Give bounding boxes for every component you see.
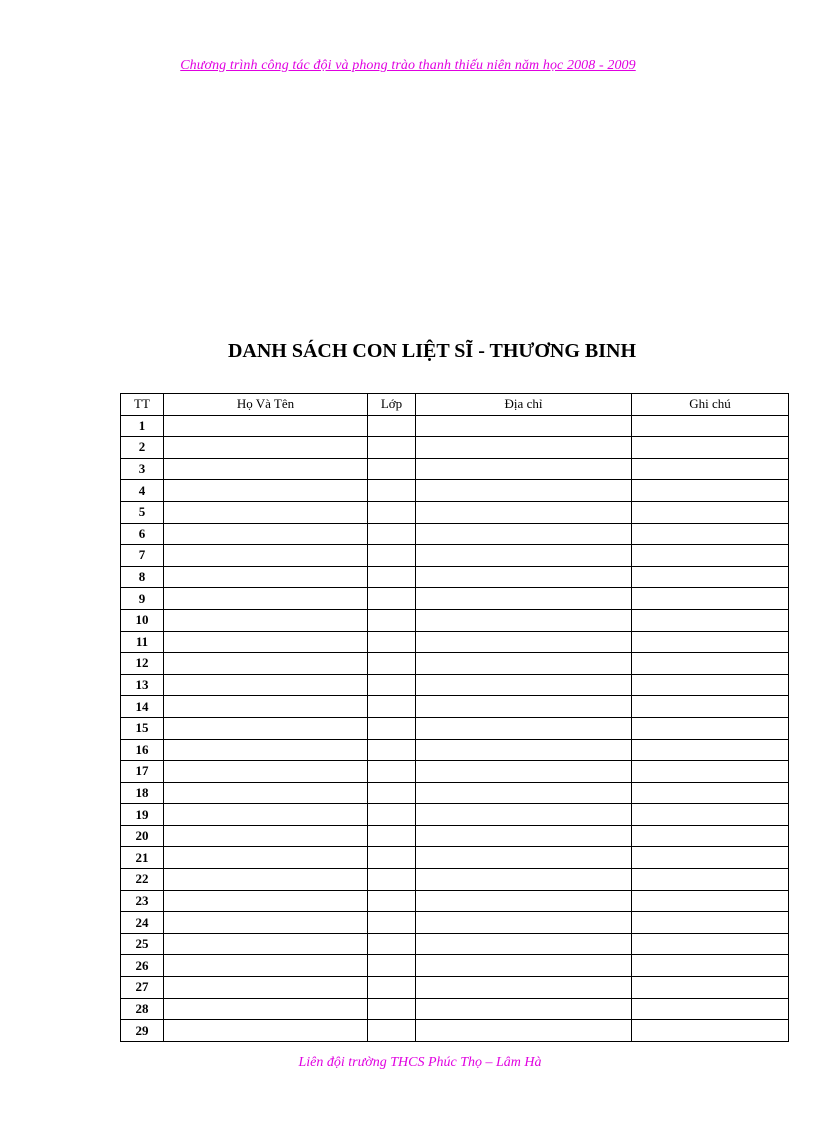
row-number: 29 <box>121 1020 164 1042</box>
address-cell <box>416 717 632 739</box>
class-cell <box>368 739 416 761</box>
address-cell <box>416 437 632 459</box>
column-header-class: Lớp <box>368 394 416 416</box>
name-cell <box>164 696 368 718</box>
address-cell <box>416 480 632 502</box>
note-cell <box>632 545 789 567</box>
table-row <box>121 523 789 545</box>
table-row <box>121 761 789 783</box>
note-cell <box>632 480 789 502</box>
class-cell <box>368 437 416 459</box>
address-cell <box>416 566 632 588</box>
name-cell <box>164 523 368 545</box>
address-cell <box>416 890 632 912</box>
table-row <box>121 998 789 1020</box>
row-number: 28 <box>121 998 164 1020</box>
name-cell <box>164 1020 368 1042</box>
table-row <box>121 696 789 718</box>
address-cell <box>416 739 632 761</box>
table-row <box>121 458 789 480</box>
class-cell <box>368 869 416 891</box>
name-cell <box>164 977 368 999</box>
class-cell <box>368 545 416 567</box>
name-cell <box>164 869 368 891</box>
name-cell <box>164 955 368 977</box>
row-number: 4 <box>121 480 164 502</box>
row-number: 21 <box>121 847 164 869</box>
address-cell <box>416 912 632 934</box>
row-number: 15 <box>121 717 164 739</box>
note-cell <box>632 912 789 934</box>
note-cell <box>632 566 789 588</box>
address-cell <box>416 653 632 675</box>
note-cell <box>632 977 789 999</box>
note-cell <box>632 609 789 631</box>
table-row <box>121 869 789 891</box>
name-cell <box>164 458 368 480</box>
table-row <box>121 912 789 934</box>
note-cell <box>632 869 789 891</box>
note-cell <box>632 847 789 869</box>
roster-table <box>120 393 789 1042</box>
name-cell <box>164 653 368 675</box>
class-cell <box>368 998 416 1020</box>
name-cell <box>164 847 368 869</box>
row-number: 10 <box>121 609 164 631</box>
class-cell <box>368 977 416 999</box>
row-number: 1 <box>121 415 164 437</box>
table-row <box>121 631 789 653</box>
address-cell <box>416 761 632 783</box>
note-cell <box>632 588 789 610</box>
name-cell <box>164 415 368 437</box>
address-cell <box>416 1020 632 1042</box>
class-cell <box>368 782 416 804</box>
row-number: 20 <box>121 825 164 847</box>
class-cell <box>368 890 416 912</box>
row-number: 5 <box>121 501 164 523</box>
row-number: 14 <box>121 696 164 718</box>
name-cell <box>164 566 368 588</box>
address-cell <box>416 998 632 1020</box>
table-row <box>121 588 789 610</box>
name-cell <box>164 674 368 696</box>
table-row <box>121 825 789 847</box>
note-cell <box>632 437 789 459</box>
note-cell <box>632 501 789 523</box>
name-cell <box>164 804 368 826</box>
class-cell <box>368 1020 416 1042</box>
note-cell <box>632 415 789 437</box>
row-number: 18 <box>121 782 164 804</box>
table-row <box>121 1020 789 1042</box>
row-number: 13 <box>121 674 164 696</box>
address-cell <box>416 415 632 437</box>
name-cell <box>164 631 368 653</box>
name-cell <box>164 998 368 1020</box>
table-header-row <box>121 394 789 416</box>
row-number: 11 <box>121 631 164 653</box>
name-cell <box>164 480 368 502</box>
name-cell <box>164 588 368 610</box>
row-number: 6 <box>121 523 164 545</box>
name-cell <box>164 825 368 847</box>
table-row <box>121 653 789 675</box>
table-row <box>121 609 789 631</box>
name-cell <box>164 437 368 459</box>
row-number: 8 <box>121 566 164 588</box>
row-number: 3 <box>121 458 164 480</box>
note-cell <box>632 933 789 955</box>
table-row <box>121 739 789 761</box>
address-cell <box>416 825 632 847</box>
table-row <box>121 674 789 696</box>
row-number: 27 <box>121 977 164 999</box>
name-cell <box>164 609 368 631</box>
class-cell <box>368 696 416 718</box>
note-cell <box>632 825 789 847</box>
table-row <box>121 782 789 804</box>
class-cell <box>368 609 416 631</box>
address-cell <box>416 696 632 718</box>
address-cell <box>416 674 632 696</box>
address-cell <box>416 847 632 869</box>
row-number: 22 <box>121 869 164 891</box>
address-cell <box>416 933 632 955</box>
class-cell <box>368 717 416 739</box>
column-header-name: Họ Và Tên <box>164 394 368 416</box>
note-cell <box>632 458 789 480</box>
table-row <box>121 415 789 437</box>
page-title: DANH SÁCH CON LIỆT SĨ - THƯƠNG BINH <box>227 340 637 362</box>
address-cell <box>416 609 632 631</box>
address-cell <box>416 977 632 999</box>
name-cell <box>164 717 368 739</box>
address-cell <box>416 955 632 977</box>
page-header: Chương trình công tác đội và phong trào thanh thiếu niên năm học 2008 - 2009 <box>180 58 636 73</box>
row-number: 7 <box>121 545 164 567</box>
address-cell <box>416 804 632 826</box>
class-cell <box>368 912 416 934</box>
row-number: 26 <box>121 955 164 977</box>
note-cell <box>632 653 789 675</box>
table-row <box>121 501 789 523</box>
class-cell <box>368 847 416 869</box>
note-cell <box>632 523 789 545</box>
row-number: 2 <box>121 437 164 459</box>
note-cell <box>632 1020 789 1042</box>
name-cell <box>164 890 368 912</box>
note-cell <box>632 804 789 826</box>
note-cell <box>632 955 789 977</box>
address-cell <box>416 588 632 610</box>
class-cell <box>368 480 416 502</box>
column-header-tt: TT <box>121 394 164 416</box>
row-number: 24 <box>121 912 164 934</box>
note-cell <box>632 998 789 1020</box>
table-row <box>121 545 789 567</box>
note-cell <box>632 782 789 804</box>
row-number: 19 <box>121 804 164 826</box>
class-cell <box>368 458 416 480</box>
note-cell <box>632 674 789 696</box>
row-number: 17 <box>121 761 164 783</box>
note-cell <box>632 696 789 718</box>
name-cell <box>164 912 368 934</box>
name-cell <box>164 739 368 761</box>
table-row <box>121 977 789 999</box>
note-cell <box>632 761 789 783</box>
row-number: 12 <box>121 653 164 675</box>
table-row <box>121 717 789 739</box>
class-cell <box>368 631 416 653</box>
row-number: 16 <box>121 739 164 761</box>
row-number: 25 <box>121 933 164 955</box>
address-cell <box>416 782 632 804</box>
row-number: 23 <box>121 890 164 912</box>
name-cell <box>164 761 368 783</box>
address-cell <box>416 631 632 653</box>
class-cell <box>368 653 416 675</box>
class-cell <box>368 501 416 523</box>
class-cell <box>368 415 416 437</box>
note-cell <box>632 739 789 761</box>
name-cell <box>164 501 368 523</box>
column-header-address: Địa chỉ <box>416 394 632 416</box>
note-cell <box>632 890 789 912</box>
class-cell <box>368 523 416 545</box>
name-cell <box>164 782 368 804</box>
name-cell <box>164 933 368 955</box>
table-row <box>121 480 789 502</box>
class-cell <box>368 825 416 847</box>
address-cell <box>416 869 632 891</box>
name-cell <box>164 545 368 567</box>
class-cell <box>368 674 416 696</box>
address-cell <box>416 545 632 567</box>
class-cell <box>368 955 416 977</box>
class-cell <box>368 566 416 588</box>
table-row <box>121 437 789 459</box>
class-cell <box>368 761 416 783</box>
table-row <box>121 847 789 869</box>
table-body <box>121 415 789 1041</box>
class-cell <box>368 588 416 610</box>
class-cell <box>368 804 416 826</box>
note-cell <box>632 717 789 739</box>
note-cell <box>632 631 789 653</box>
address-cell <box>416 458 632 480</box>
row-number: 9 <box>121 588 164 610</box>
address-cell <box>416 523 632 545</box>
table-row <box>121 804 789 826</box>
page-footer: Liên đội trường THCS Phúc Thọ – Lâm Hà <box>298 1055 542 1070</box>
table-row <box>121 955 789 977</box>
table-row <box>121 566 789 588</box>
column-header-note: Ghi chú <box>632 394 789 416</box>
address-cell <box>416 501 632 523</box>
class-cell <box>368 933 416 955</box>
table-row <box>121 890 789 912</box>
table-row <box>121 933 789 955</box>
